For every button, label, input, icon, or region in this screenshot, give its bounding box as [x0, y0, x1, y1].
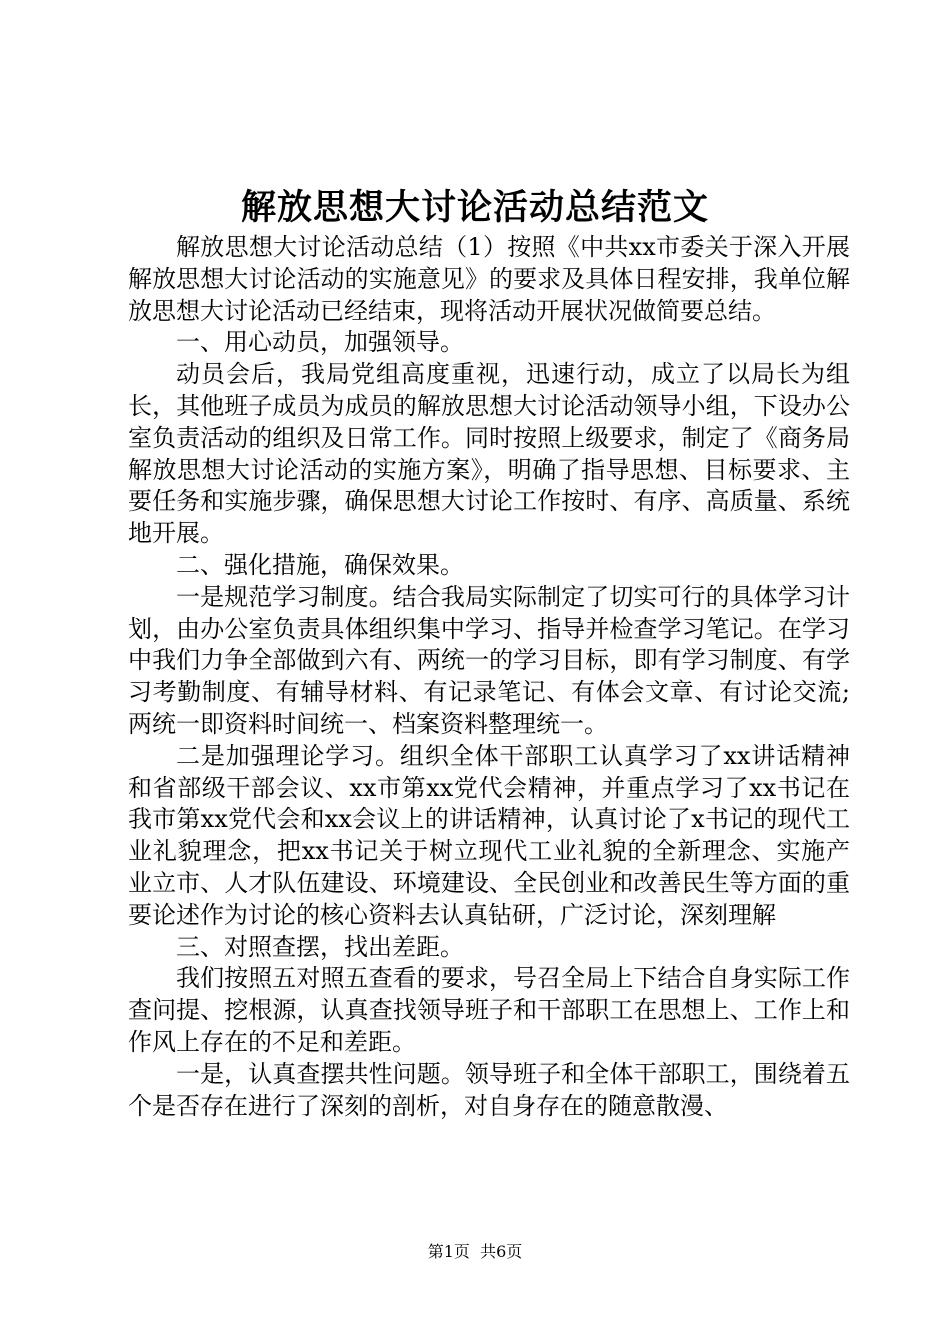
paragraph-intro: 解放思想大讨论活动总结（1）按照《中共xx市委关于深入开展解放思想大讨论活动的实施意见》的要求及具体日程安排，我单位解放思想大讨论活动已经结束，现将活动开展状况做简要总结。 [128, 233, 850, 325]
paragraph-section-3: 我们按照五对照五查看的要求，号召全局上下结合自身实际工作查问提、挖根源，认真查找领导班子和干部职工在思想上、工作上和作风上存在的不足和差距。 [128, 964, 850, 1056]
document-title: 解放思想大讨论活动总结范文 [240, 187, 709, 228]
paragraph-theory-study: 二是加强理论学习。组织全体干部职工认真学习了xx讲话精神和省部级干部会议、xx市第xx党代会精神，并重点学习了xx书记在我市第xx党代会和xx会议上的讲话精神，认真讨论了x书记的现代工业礼貌理念，把xx书记关于树立现代工业礼貌的全新理念、实施产业立市、人才队伍建设、环境建设、全民创业和改善民生等方面的重要论述作为讨论的核心资料去认真钻研，广泛讨论，深刻理解 [128, 741, 850, 929]
document-body [128, 232, 850, 1122]
heading-section-1: 一、用心动员，加强领导。 [176, 328, 464, 357]
paragraph-study-system: 一是规范学习制度。结合我局实际制定了切实可行的具体学习计划，由办公室负责具体组织集中学习、指导并检查学习笔记。在学习中我们力争全部做到六有、两统一的学习目标，即有学习制度、有学习考勤制度、有辅导材料、有记录笔记、有体会文章、有讨论交流;两统一即资料时间统一、档案资料整理统一。 [128, 582, 850, 738]
paragraph-common-issues: 一是，认真查摆共性问题。领导班子和全体干部职工，围绕着五个是否存在进行了深刻的剖析，对自身存在的随意散漫、 [128, 1059, 850, 1120]
page-footer [0, 1241, 950, 1263]
page-total: 共6页 [480, 1242, 523, 1261]
paragraph-section-1: 动员会后，我局党组高度重视，迅速行动，成立了以局长为组长，其他班子成员为成员的解放思想大讨论活动领导小组，下设办公室负责活动的组织及日常工作。同时按照上级要求，制定了《商务局解放思想大讨论活动的实施方案》，明确了指导思想、目标要求、主要任务和实施步骤，确保思想大讨论工作按时、有序、高质量、系统地开展。 [128, 360, 850, 548]
page-number: 第1页 [427, 1242, 470, 1261]
heading-section-2: 二、强化措施，确保效果。 [176, 550, 464, 579]
heading-section-3: 三、对照查摆，找出差距。 [176, 932, 464, 961]
